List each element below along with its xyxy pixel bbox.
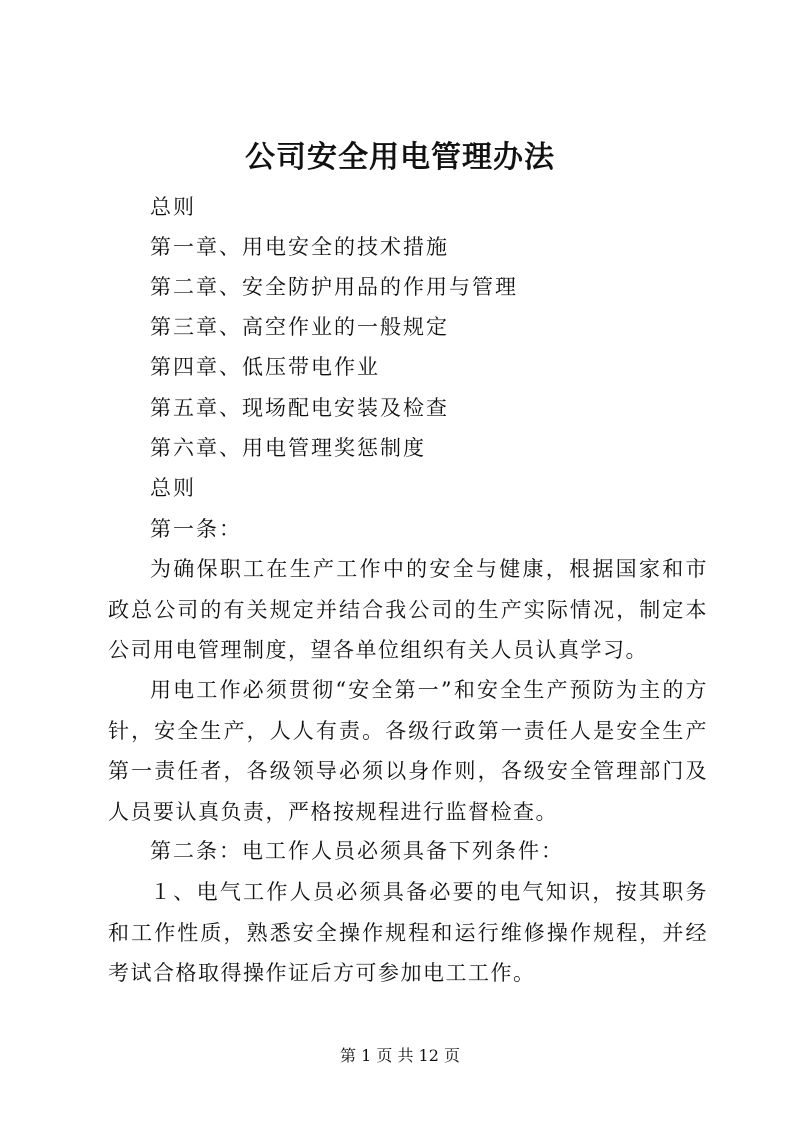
article-2-heading: 第二条：电工作人员必须具备下列条件： (150, 839, 564, 863)
toc-item-chapter-2: 第二章、安全防护用品的作用与管理 (150, 275, 518, 299)
document-title: 公司安全用电管理办法 (245, 140, 555, 175)
toc-item-chapter-4: 第四章、低压带电作业 (150, 355, 380, 379)
toc-item-chapter-1: 第一章、用电安全的技术措施 (150, 235, 449, 259)
paragraph-item-1: １、电气工作人员必须具备必要的电气知识，按其职务和工作性质，熟悉安全操作规程和运行维修操作规程，并经考试合格取得操作证后方可参加电工工作。 (108, 880, 708, 985)
toc-item-chapter-5: 第五章、现场配电安装及检查 (150, 396, 449, 420)
toc-item-chapter-6: 第六章、用电管理奖惩制度 (150, 436, 426, 460)
toc-item-general: 总则 (150, 195, 196, 219)
section-heading: 总则 (150, 476, 196, 500)
page-number-footer: 第 1 页 共 12 页 (340, 1046, 460, 1065)
article-1-heading: 第一条： (150, 517, 242, 541)
paragraph-purpose: 为确保职工在生产工作中的安全与健康，根据国家和市政总公司的有关规定并结合我公司的生产实际情况，制定本公司用电管理制度，望各单位组织有关人员认真学习。 (108, 557, 708, 662)
paragraph-policy: 用电工作必须贯彻“安全第一”和安全生产预防为主的方针，安全生产，人人有责。各级行政第一责任人是安全生产第一责任者，各级领导必须以身作则，各级安全管理部门及人员要认真负责，严格按规程进行监督检查。 (108, 678, 708, 824)
toc-item-chapter-3: 第三章、高空作业的一般规定 (150, 315, 449, 339)
